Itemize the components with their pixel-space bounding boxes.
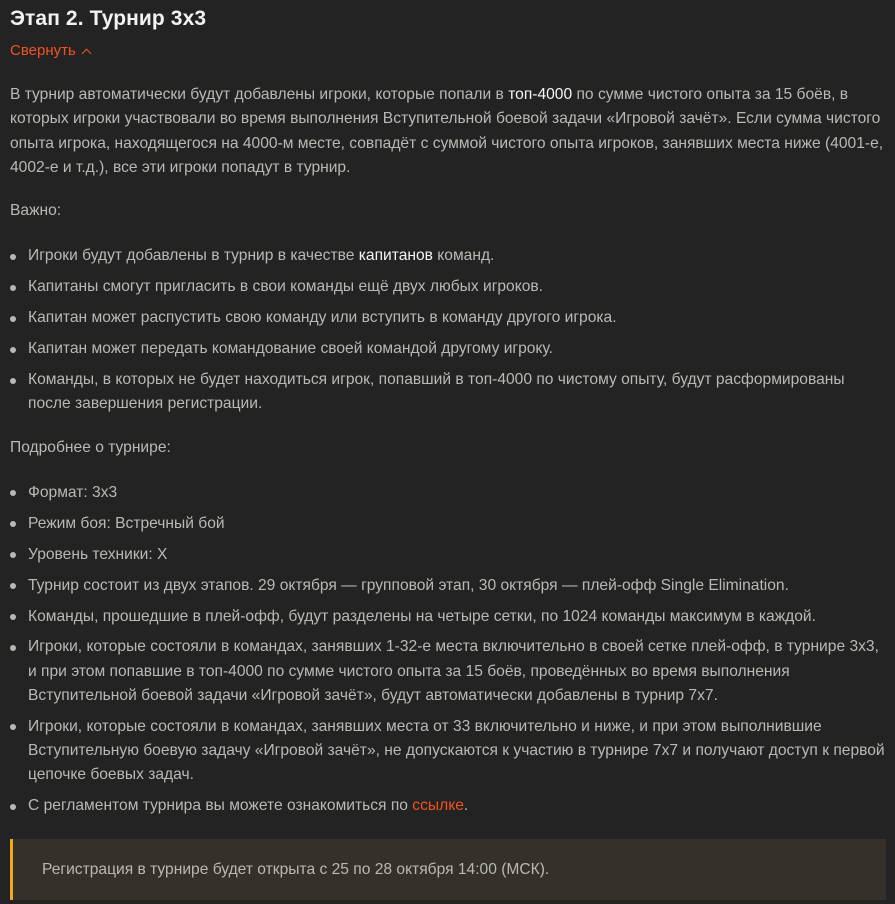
registration-notice <box>10 839 886 900</box>
rules-link[interactable]: ссылке <box>412 797 464 815</box>
list-item: Команды, в которых не будет находиться игрок, попавший в топ-4000 по чистому опыту, будут расформированы после завершения регистрации. <box>10 368 885 417</box>
details-list <box>10 481 885 819</box>
list-item-text: . <box>463 797 469 815</box>
list-item: Формат: 3х3 <box>10 481 885 505</box>
section-title: Этап 2. Турнир 3х3 <box>10 7 207 30</box>
list-item: Капитаны смогут пригласить в свои команды ещё двух любых игроков. <box>10 275 885 299</box>
list-item <box>10 794 885 818</box>
list-item: Турнир состоит из двух этапов. 29 октября — групповой этап, 30 октября — плей-офф Single Elimination. <box>10 574 885 598</box>
list-item <box>10 244 885 268</box>
list-item: Капитан может передать командование своей командой другому игроку. <box>10 337 885 361</box>
list-item: Игроки, которые состояли в командах, занявших места от 33 включительно и ниже, и при этом выполнившие Вступительную боевую задачу «Игровой зачёт», не допускаются к участию в турнире 7х7 и получают доступ к первой цепочке боевых задач. <box>10 715 885 788</box>
list-item-text: Игроки будут добавлены в турнир в качестве <box>28 247 359 265</box>
list-item-text: команд. <box>432 247 495 265</box>
list-item-text: С регламентом турнира вы можете ознакомиться по <box>28 797 413 815</box>
list-item: Режим боя: Встречный бой <box>10 512 885 536</box>
intro-paragraph <box>10 83 885 180</box>
list-item: Команды, прошедшие в плей-офф, будут разделены на четыре сетки, по 1024 команды максимум в каждой. <box>10 605 885 629</box>
intro-text-2: по сумме чистого опыта за 15 боёв, в которых игроки участвовали во время выполнения Вступительной боевой задачи «Игровой зачёт». Если сумма чистого опыта игрока, находящегося на 4000-м месте, совпадёт с суммой чистого опыта игроков, занявших места ниже (4001-е, 4002-е и т.д.), все эти игроки попадут в турнир. <box>10 86 884 176</box>
important-heading: Важно: <box>10 202 62 220</box>
chevron-up-icon[interactable] <box>81 48 91 58</box>
intro-text-1: В турнир автоматически будут добавлены игроки, которые попали в <box>10 86 509 103</box>
list-item: Капитан может распустить свою команду или вступить в команду другого игрока. <box>10 306 885 330</box>
captains-highlight: капитанов <box>358 247 433 265</box>
details-heading: Подробнее о турнире: <box>10 438 171 456</box>
notice-text: Регистрация в турнире будет открыта с 25 по 28 октября 14:00 (МСК). <box>42 860 550 878</box>
collapse-toggle[interactable] <box>10 42 90 60</box>
list-item: Уровень техники: X <box>10 543 885 567</box>
intro-highlight: топ-4000 <box>508 86 573 103</box>
list-item: Игроки, которые состояли в командах, занявших 1-32-е места включительно в своей сетке плей-офф, в турнире 3х3, и при этом попавшие в топ-4000 по сумме чистого опыта за 15 боёв, проведённых во время выполнения Вступительной боевой задачи «Игровой зачёт», будут автоматически добавлены в турнир 7х7. <box>10 635 885 708</box>
important-list <box>10 244 885 416</box>
collapse-label[interactable]: Свернуть <box>10 42 76 59</box>
